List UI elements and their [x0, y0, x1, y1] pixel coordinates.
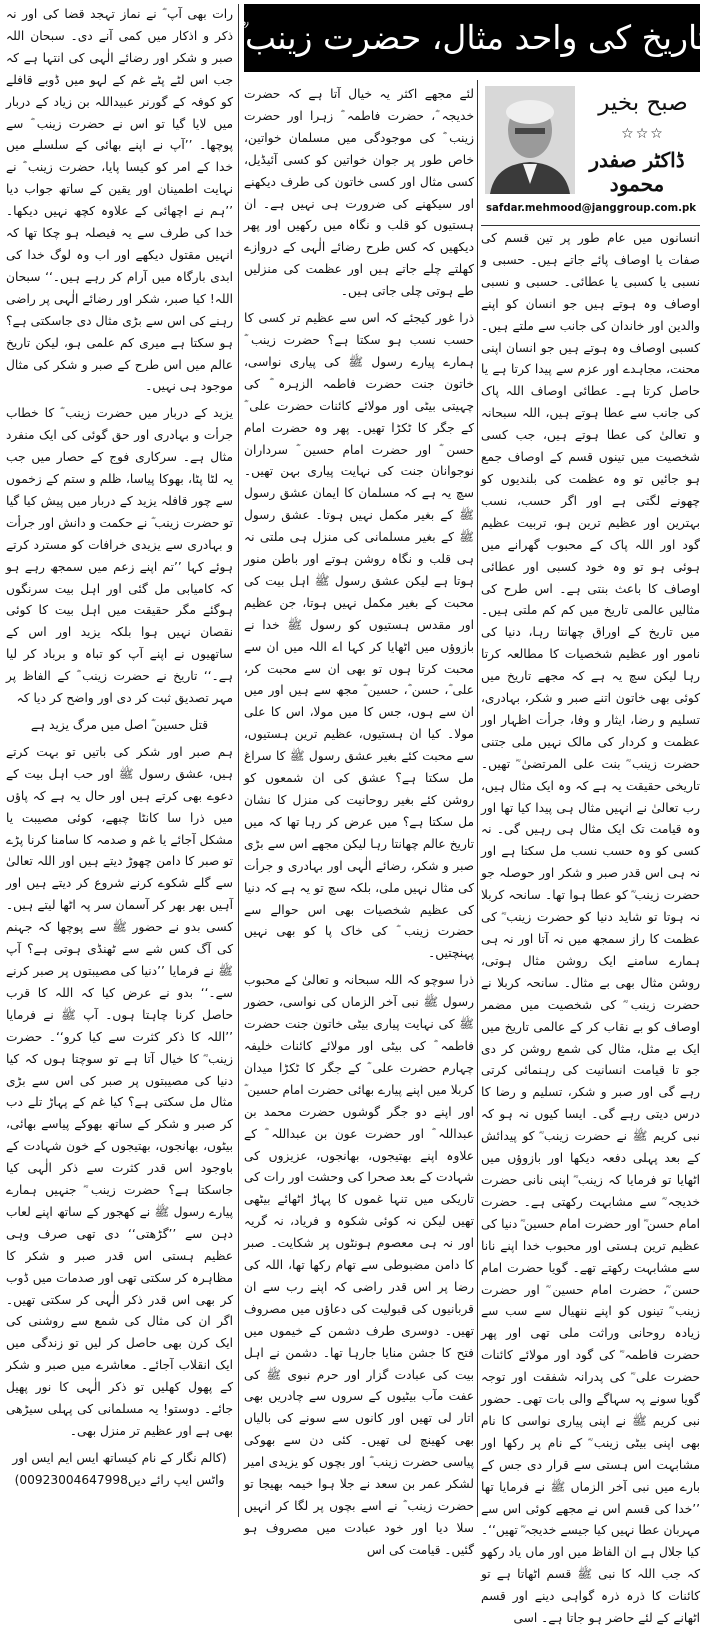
paragraph: انسانوں میں عام طور پر تین قسم کی صفات یا اوصاف پائے جاتے ہیں۔ حسبی و نسبی یا کسبی یا عطائی۔ حسبی و نسبی اوصاف وہ ہوتے ہیں جو انسان کو اپنے والدین اور خاندان کی جانب سے ملتے ہیں۔ کسبی اوصاف وہ ہوتے ہیں جو انسان اپنی محنت، مجاہدے اور عزم سے پیدا کرتا ہے یا حاصل کرتا ہے۔ عطائی اوصاف اللہ پاک کی جانب سے عطا ہوتے ہیں، اللہ سبحانہ و تعالیٰ کی عطا ہوتے ہیں، جب کسی شخصیت میں تینوں قسم کے اوصاف جمع ہو جائیں تو وہ عظمت کی بلندیوں کو چھونے لگتی ہے اور اگر حسب، نسب بہترین اور عظیم ترین ہو، تربیت عظیم گود اور اللہ پاک کے محبوب گھرانے میں ہوئی ہو تو وہ خود کسبی اور عطائی اوصاف کا باعث بنتی ہے۔ اس طرح کی مثالیں عالمی تاریخ میں کم کم ملتی ہیں۔ میں تاریخ کے اوراق چھانتا رہا، دنیا کی نامور اور عظیم شخصیات کا مطالعہ کرتا رہا لیکن سچ یہ ہے کہ مجھے تاریخ میں کوئی بھی خاتون اتنے صبر و شکر، بہادری، تسلیم و رضا، ایثار و وفا، جرأت اظہار اور عظمت و کردار کی مالک نہیں ملی جتنی حضرت زینب ؓ بنت علی المرتضیٰ ؓ تھیں۔ تاریخی حقیقت یہ ہے کہ وہ ایک مثال ہیں، رب تعالیٰ نے انہیں مثال ہی پیدا کیا تھا اور وہ قیامت تک ایک مثال ہی رہیں گی۔ نہ کسی کو وہ حسب نسب مل سکتا ہے اور نہ ہی اس قدر صبر و شکر اور حوصلہ جو حضرت زینب ؓ کو عطا ہوا تھا۔ سانحہ کربلا نہ ہوتا تو شاید دنیا کو حضرت زینب ؓ کی عظمت کا راز سمجھ میں نہ آتا اور نہ ہی ہمارے سامنے ایک روشن مثال ہوتی، روشن مثال بھی بے مثال۔ سانحہ کربلا نے حضرت زینب ؓ کی شخصیت میں مضمر اوصاف کو بے نقاب کر کے عالمی تاریخ میں ایک بے مثل، مثال کی شمع روشن کر دی جو تا قیامت انسانیت کی رہنمائی کرتی رہے گی اور صبر و شکر، تسلیم و رضا کا درس دیتی رہے گی۔ ایسا کیوں نہ ہو کہ نبی کریم ﷺ نے حضرت زینب ؓ کو پیدائش کے بعد پہلی دفعہ دیکھا اور بازوؤں میں اٹھایا تو فرمایا کہ زینب ؓ اپنی نانی حضرت خدیجہ ؓ سے مشابہت رکھتی ہے۔ حضرت امام حسن ؓ اور حضرت امام حسین ؓ دنیا کی عظیم ترین ہستی اور محبوب خدا اپنے نانا سے مشابہت رکھتے تھے۔ گویا حضرت امام حسن ؓ، حضرت امام حسین ؓ اور حضرت زینب ؓ تینوں کو اپنے ننھیال سے سب سے زیادہ روحانی وراثت ملی تھی اور پھر حضرت فاطمہ ؓ کی گود اور مولائے کائنات حضرت علی ؓ کی پدرانہ شفقت اور توجہ گویا سونے پہ سہاگے والی بات تھی۔ حضور نبی کریم ﷺ نے اپنی پیاری نواسی کا نام بھی اپنی بیٹی زینب ؓ کے نام پر رکھا اور مشابہت اس ہستی سے قرار دی جس کے بارے میں نبی آخر الزماں ﷺ نے فرمایا تھا ’’خدا کی قسم اس نے مجھے کوئی اس سے مہربان عطا نہیں کیا جیسے خدیجہ ؓ تھیں‘‘۔ کیا جلال ہے ان الفاظ میں اور ماں یاد رکھو کہ جب اللہ کا نبی ﷺ قسم اٹھاتا ہے تو کائنات کا ذرہ ذرہ گواہی دینے اور قسم اٹھانے کے لئے حاضر ہو جاتا ہے۔ اسی: [481, 231, 700, 1626]
author-photo: [485, 86, 575, 194]
stars-ornament: ☆☆☆: [621, 126, 665, 142]
paragraph: یزید کے دربار میں حضرت زینب ؓ کا خطاب جرأت و بہادری اور حق گوئی کی ایک منفرد مثال ہے۔ سرکاری فوج کے حصار میں جب یہ لٹا پٹا، بھوکا پیاسا، ظلم و ستم کے زخموں سے چور قافلہ یزید کے دربار میں پیش کیا گیا تو حضرت زینب ؓ نے حکمت و دانش اور جرأت و بہادری سے یزیدی خرافات کو مسترد کرتے ہوئے کہا ’’تم اپنے زعم میں سمجھ رہے ہو کہ کامیابی مل گئی اور اہل بیت سرنگوں ہوگئے مگر حقیقت میں اہل بیت کا کوئی نقصان نہیں ہوا بلکہ یزید اور اس کے ساتھیوں نے اپنے آپ کو تباہ و برباد کر لیا ہے۔‘‘ تاریخ نے حضرت زینب ؓ کے الفاظ پر مہر تصدیق ثبت کر دی اور واضح کر دیا کہ: [6, 406, 233, 706]
contact-note: (کالم نگار کے نام کیساتھ ایس ایم ایس اور واٹس ایپ رائے دیں00923004647998): [12, 1450, 227, 1487]
paragraph: لئے مجھے اکثر یہ خیال آتا ہے کہ حضرت خدیجہ ؓ، حضرت فاطمہ ؓ زہرا اور حضرت زینب ؓ کی موجودگی میں مسلمان خواتین، خاص طور پر جوان خواتین کو کسی آئیڈیل، کسی مثال اور کسی خاتون کی طرف دیکھنے اور سیکھنے کی ضرورت ہی نہیں ہے۔ ان ہستیوں کو قلب و نگاہ میں رکھیں اور پھر دیکھیں کہ کس طرح رضائے الٰہی کے دروازے کھلتے چلے جاتے ہیں اور عظمت کی منزلیں طے ہوتی چلی جاتی ہیں۔: [244, 87, 474, 299]
column-title: صبح بخیر: [598, 90, 688, 116]
headline-banner: [236, 4, 707, 72]
verse: قتل حسین ؓ اصل میں مرگ یزید ہے: [30, 718, 209, 732]
paragraph: ذرا غور کیجئے کہ اس سے عظیم تر کسی کا حسب نسب ہو سکتا ہے؟ حضرت زینب ؓ ہمارے پیارے رسول ﷺ کی پیاری نواسی، خاتون جنت حضرت فاطمہ الزہرہ ؓ کی چہیتی بیٹی اور مولائے کائنات حضرت علی ؓ کے جگر کا ٹکڑا تھیں۔ پھر وہ حضرت امام حسن ؓ اور حضرت امام حسین ؓ سرداران نوجوانان جنت کی نہایت پیاری بہن تھیں۔ سچ یہ ہے کہ مسلمان کا ایمان عشق رسول ﷺ کے بغیر مکمل نہیں ہوتا۔ عشق رسول ﷺ کے بغیر مسلمانی کی منزل ہی ملتی نہ ہی قلب و نگاہ روشن ہوتے اور باطن منور ہوتا ہے لیکن عشق رسول ﷺ اہل بیت کی محبت کے بغیر مکمل نہیں ہوتا، جن عظیم اور مقدس ہستیوں کو رسول ﷺ خدا نے بازوؤں میں اٹھایا کر کہا اے اللہ میں ان سے محبت کرتا ہوں تو بھی ان سے محبت کر، علی ؓ، حسن ؓ، حسین ؓ مجھ سے ہیں اور میں ان سے ہوں، جس کا میں مولا، اس کا علی مولا۔ کیا ان ہستیوں، عظیم ترین ہستیوں، سے محبت کئے بغیر عشق رسول ﷺ کا سراغ مل سکتا ہے؟ عشق کی ان شمعوں کو روشن کئے بغیر روحانیت کی منزل کا نشان مل سکتا ہے؟ میں عرض کر رہا تھا کہ میں تاریخ عالم چھانتا رہا لیکن مجھے اس سے بڑی صبر و شکر، رضائے الٰہی اور بہادری و جرأت کی مثال نہیں ملی، بلکہ سچ تو یہ ہے کہ دنیا کی عظیم شخصیات بھی اس حوالے سے حضرت زینب ؓ کی خاک پا کو بھی نہیں پہنچتیں۔: [244, 311, 474, 961]
column-divider: [477, 80, 478, 1517]
headline: تاریخ کی واحد مثال، حضرت زینب ؓ: [236, 18, 707, 57]
paragraph: ہم صبر اور شکر کی باتیں تو بہت کرتے ہیں، عشق رسول ﷺ اور حب اہل بیت کے دعوے بھی کرتے ہیں اور حال یہ ہے کہ پاؤں میں ذرا سا کانٹا چبھے، کوئی مصیبت یا مشکل آجائے یا غم و صدمہ کا سامنا کرنا پڑے تو صبر کا دامن چھوڑ دیتے ہیں اور اللہ تعالیٰ سے گلے شکوے کرنے شروع کر دیتے ہیں اور آہیں بھر بھر کر آسمان سر پہ اٹھا لیتے ہیں۔ کسی بدو نے حضور ﷺ سے پوچھا کہ جہنم کی آگ کس شے سے ٹھنڈی ہوتی ہے؟ آپ ﷺ نے فرمایا ’’دنیا کی مصیبتوں پر صبر کرنے سے۔‘‘ بدو نے عرض کیا کہ اللہ کا قرب حاصل کرنا چاہتا ہوں۔ آپ ﷺ نے فرمایا ’’اللہ کا ذکر کثرت سے کیا کرو‘‘۔ حضرت زینب ؓ کا خیال آتا ہے تو سوچتا ہوں کہ کیا دنیا کی مصیبتوں پر صبر کی اس سے بڑی مثال مل سکتی ہے؟ کیا غم کے پہاڑ تلے دب کر صبر و شکر کے ساتھ بھوکے پیاسے بھائی، بیٹوں، بھانجوں، بھتیجوں کے خون شہادت کے باوجود اس قدر کثرت سے ذکر الٰہی کیا جاسکتا ہے؟ حضرت زینب ؓ جنہیں ہمارے پیارے رسول ﷺ نے کھجور کے ساتھ اپنے لعاب دہن سے ’’گڑھتی‘‘ دی تھی صرف وہی عظیم ہستی اس قدر صبر و شکر کا مظاہرہ کر سکتی تھی اور صدمات میں ڈوب کر بھی اس قدر ذکر الٰہی کر سکتی تھیں۔ اگر ان کی مثال کی شمع سے روشنی کی ایک کرن بھی حاصل کر لیں تو زندگی میں ایک انقلاب آجائے۔ معاشرے میں صبر و شکر کے پھول کھلیں تو ذکر الٰہی کا نور پھیل جائے۔ دوستو! یہ مسلمانی کی پہلی سیڑھی بھی ہے اور عظیم تر منزل بھی۔: [6, 744, 233, 1438]
column-divider: [238, 4, 239, 1517]
author-name: ڈاکٹر صفدر محمود: [589, 148, 685, 196]
article-column-2: [244, 84, 474, 1557]
paragraph: رات بھی آپ ؓ نے نماز تہجد قضا کی اور نہ ذکر و اذکار میں کمی آنے دی۔ سبحان اللہ صبر و شکر اور رضائے الٰہی کی انتہا ہے کہ جب اس لٹے پٹے غم کے لہو میں ڈوبے قافلے کو کوفہ کے گورنر عبیداللہ بن زیاد کے دربار میں لایا گیا تو اس نے حضرت زینب ؓ سے پوچھا۔ ’’آپ نے اپنے بھائی کے سلسلے میں خدا کے امر کو کیسا پایا، حضرت زینب ؓ نے نہایت اطمینان اور یقین کے ساتھ جواب دیا ’’ہم نے اچھائی کے علاوہ کچھ نہیں دیکھا۔ خدا کی طرف سے یہ فیصلہ ہو چکا تھا کہ انہیں مقتول دیکھے اور اب وہ لوگ خدا کی ابدی بارگاہ میں آرام کر رہے ہیں۔‘‘ سبحان اللہ! کیا صبر، شکر اور رضائے الٰہی پر راضی رہنے کی اس سے بڑی مثال دی جاسکتی ہے؟ ہو سکتا ہے میری کم علمی ہو، لیکن تاریخ عالم میں اس طرح کے صبر و شکر کی مثال موجود ہی نہیں۔: [6, 7, 233, 394]
author-email: safdar.mehmood@janggroup.com.pk: [485, 203, 697, 214]
article-column-3: [6, 4, 233, 1517]
paragraph: ذرا سوچو کہ اللہ سبحانہ و تعالیٰ کے محبوب رسول ﷺ نبی آخر الزماں کی نواسی، حضور ﷺ کی نہایت پیاری بیٹی خاتون جنت حضرت فاطمہ ؓ کی بیٹی اور مولائے کائنات خلیفہ چہارم حضرت علی ؓ کے جگر کا ٹکڑا میدان کربلا میں اپنے پیارے بھائی حضرت امام حسین ؓ اور اپنے دو جگر گوشوں حضرت محمد بن عبداللہ ؓ اور حضرت عون بن عبداللہ ؓ کے علاوہ اپنے بھتیجوں، بھانجوں، عزیزوں کی شہادت کے بعد صحرا کی وحشت اور رات کی تاریکی میں تنہا غموں کا پہاڑ اٹھائے بیٹھی تھیں لیکن نہ کوئی شکوہ و فریاد، نہ گریہ اور نہ ہی معصوم ہونٹوں پر شکایت۔ صبر کا دامن مضبوطی سے تھام رکھا تھا، اللہ کی رضا پر اس قدر راضی کہ اپنے رب سے ان قربانیوں کی قبولیت کی دعاؤں میں مصروف تھیں۔ دوسری طرف دشمن کے خیموں میں فتح کا جشن منایا جارہا تھا۔ دشمن نے اہل بیت کی عبادت گزار اور حرم نبوی ﷺ کی عفت مآب بیٹیوں کے سروں سے چادریں بھی اتار لی تھیں اور کانوں سے سونے کی بالیاں بھی کھینچ لی تھیں۔ کئی دن سے بھوکی پیاسی حضرت زینب ؓ اور بچوں کو یزیدی امیر لشکر عمر بن سعد نے جلا ہوا خیمہ بھیجا تو حضرت زینب ؓ نے اسے بچوں پر لگا کر انہیں سلا دیا اور خود عبادت میں مصروف ہو گئیں۔ قیامت کی اس: [244, 973, 474, 1557]
article-column-1: [481, 228, 700, 1626]
